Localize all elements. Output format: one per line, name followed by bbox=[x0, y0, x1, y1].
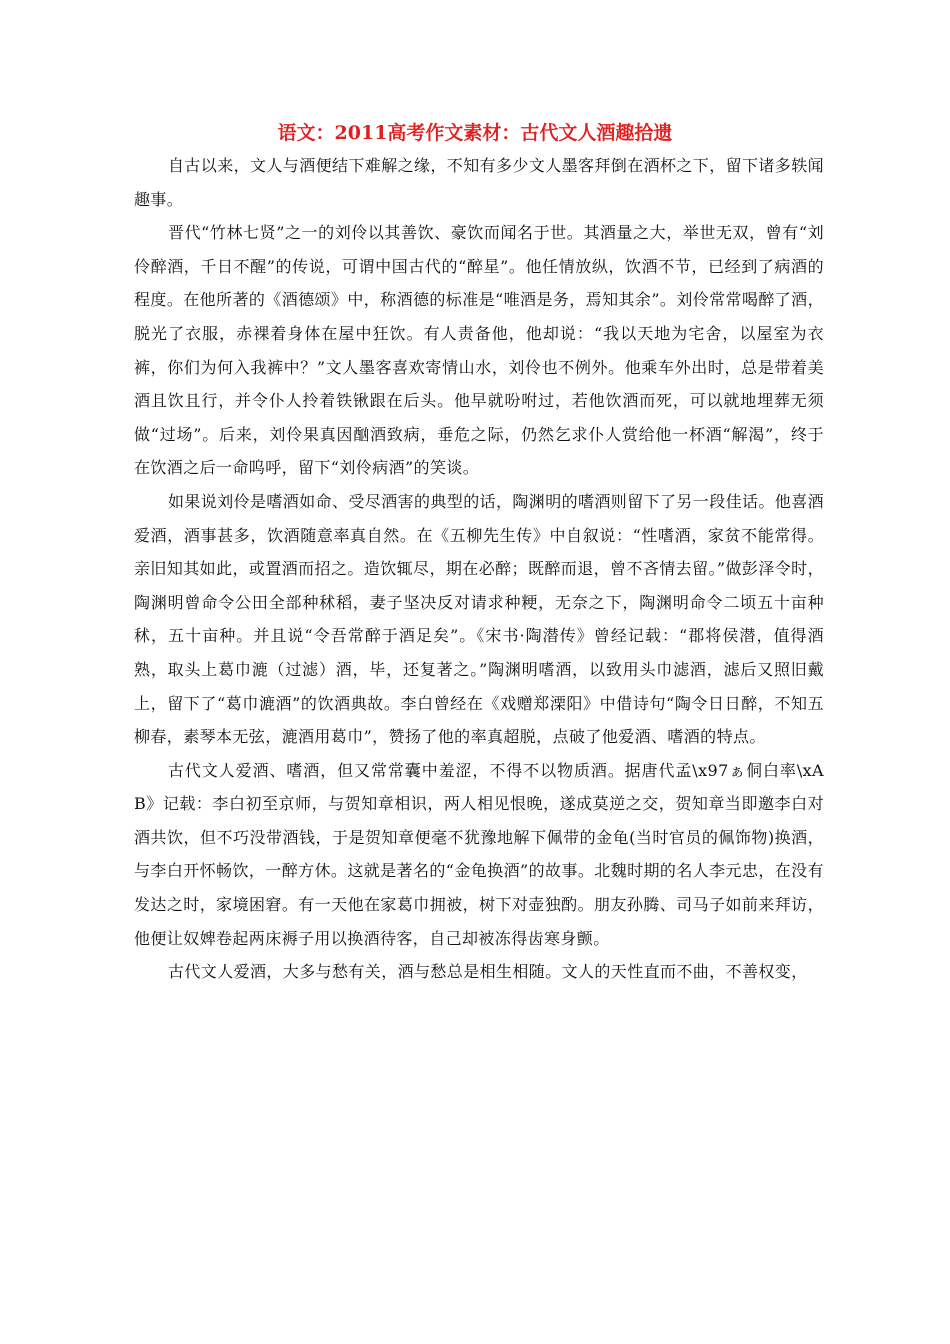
paragraph-intro: 自古以来，文人与酒便结下难解之缘，不知有多少文人墨客拜倒在酒杯之下，留下诸多轶闻趣事。 bbox=[134, 156, 825, 209]
document-title: 语文：2011高考作文素材：古代文人酒趣拾遗 bbox=[277, 122, 673, 144]
paragraph-wine-and-sorrow: 古代文人爱酒，大多与愁有关，酒与愁总是相生相随。文人的天性直而不曲，不善权变， bbox=[168, 962, 808, 982]
paragraph-pawning-for-wine: 古代文人爱酒、嗜酒，但又常常囊中羞涩，不得不以物质酒。据唐代孟\x97ぁ侗白率\xAB》记载：李白初至京师，与贺知章相识，两人相见恨晚，遂成莫逆之交，贺知章当即邀李白对酒共饮，但不巧没带酒钱，于是贺知章便毫不犹豫地解下佩带的金龟(当时官员的佩饰物)换酒，与李白开怀畅饮，一醉方休。这就是著名的“金龟换酒”的故事。北魏时期的名人李元忠，在没有发达之时，家境困窘。有一天他在家葛巾拥被，树下对壶独酌。朋友孙腾、司马子如前来拜访，他便让奴婢卷起两床褥子用以换酒待客，自己却被冻得齿寒身颤。 bbox=[134, 760, 824, 948]
paragraph-liu-ling: 晋代“竹林七贤”之一的刘伶以其善饮、豪饮而闻名于世。其酒量之大，举世无双，曾有“刘伶醉酒，千日不醒”的传说，可谓中国古代的“醉星”。他任情放纵，饮酒不节，已经到了病酒的程度。在他所著的《酒德颂》中，称酒德的标准是“唯酒是务，焉知其余”。刘伶常常喝醉了酒，脱光了衣服，赤裸着身体在屋中狂饮。有人责备他，他却说：“我以天地为宅舍，以屋室为衣裤，你们为何入我裤中？”文人墨客喜欢寄情山水，刘伶也不例外。他乘车外出时，总是带着美酒且饮且行，并令仆人拎着铁锹跟在后头。他早就吩咐过，若他饮酒而死，可以就地埋葬无须做“过场”。后来，刘伶果真因酗酒致病，垂危之际，仍然乞求仆人赏给他一杯酒“解渴”，终于在饮酒之后一命呜呼，留下“刘伶病酒”的笑谈。 bbox=[134, 223, 824, 478]
document-body bbox=[134, 149, 824, 989]
paragraph-tao-yuanming: 如果说刘伶是嗜酒如命、受尽酒害的典型的话，陶渊明的嗜酒则留下了另一段佳话。他喜酒爱酒，酒事甚多，饮酒随意率真自然。在《五柳先生传》中自叙说：“性嗜酒，家贫不能常得。亲旧知其如此，或置酒而招之。造饮辄尽，期在必醉；既醉而退，曾不吝情去留。”做彭泽令时，陶渊明曾命令公田全部种秫稻，妻子坚决反对请求种粳，无奈之下，陶渊明命令二顷五十亩种秫，五十亩种。并且说“令吾常醉于酒足矣”。《宋书·陶潜传》曾经记载：“郡将侯潜，值得酒熟，取头上葛巾漉（过滤）酒，毕，还复著之。”陶渊明嗜酒，以致用头巾滤酒，滤后又照旧戴上，留下了“葛巾漉酒”的饮酒典故。李白曾经在《戏赠郑溧阳》中借诗句“陶令日日醉，不知五柳春，素琴本无弦，漉酒用葛巾”，赞扬了他的率真超脱，点破了他爱酒、嗜酒的特点。 bbox=[134, 491, 825, 747]
